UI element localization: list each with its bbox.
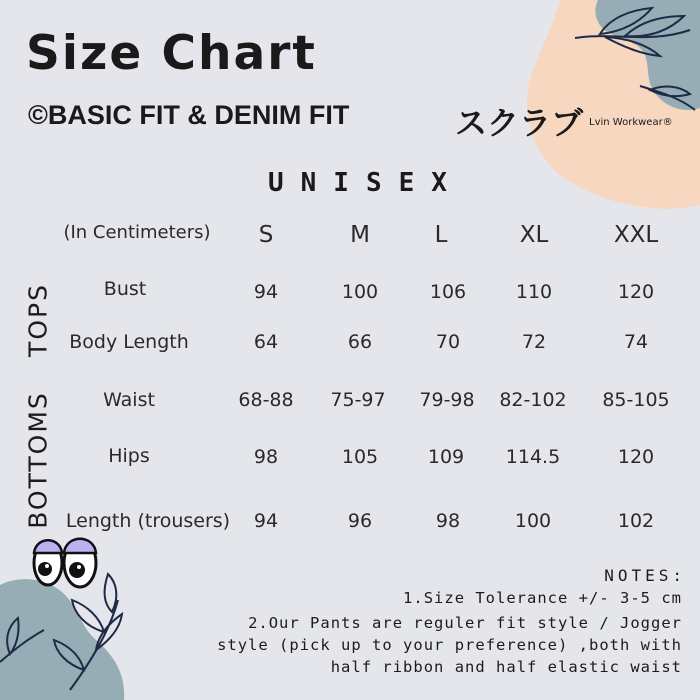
table-heading: UNISEX — [268, 168, 464, 198]
table-cell: 82-102 — [499, 389, 567, 411]
table-cell: 98 — [253, 446, 279, 468]
unit-label: (In Centimeters) — [63, 222, 211, 243]
table-cell: 120 — [617, 281, 655, 303]
table-cell: 110 — [515, 281, 553, 303]
note-item: 1.Size Tolerance +/- 3-5 cm — [403, 589, 682, 607]
table-cell: 94 — [253, 281, 279, 303]
notes-title: NOTES: — [604, 566, 686, 585]
note-item: 2.Our Pants are reguler fit style / Jogger style (pick up to your preference) ,both with half ribbon and half elastic waist — [217, 614, 682, 676]
table-cell: 106 — [429, 281, 467, 303]
table-cell: 68-88 — [238, 389, 294, 411]
size-header-xxl: XXL — [613, 222, 659, 248]
table-cell: 120 — [617, 446, 655, 468]
subtitle: ©BASIC FIT & DENIM FIT — [28, 100, 350, 130]
table-cell: 85-105 — [602, 389, 670, 411]
table-cell: 75-97 — [330, 389, 386, 411]
table-cell: 109 — [427, 446, 465, 468]
table-cell: 70 — [435, 331, 461, 353]
row-label-length-trousers: Length (trousers) — [65, 510, 231, 532]
cartoon-eyes-icon — [34, 539, 96, 587]
page-title: Size Chart — [26, 26, 317, 81]
table-cell: 96 — [347, 510, 373, 532]
brand-japanese: スクラブ — [455, 104, 584, 142]
row-label-body-length: Body Length — [69, 331, 189, 353]
size-header-xl: XL — [519, 222, 549, 248]
size-header-s: S — [258, 222, 274, 248]
row-label-waist: Waist — [103, 389, 155, 411]
table-cell: 105 — [341, 446, 379, 468]
table-cell: 102 — [617, 510, 655, 532]
section-label-bottoms: BOTTOMS — [23, 391, 53, 529]
size-header-l: L — [434, 222, 448, 248]
table-cell: 94 — [253, 510, 279, 532]
table-cell: 114.5 — [505, 446, 561, 468]
table-cell: 100 — [341, 281, 379, 303]
row-label-bust: Bust — [103, 278, 147, 300]
table-cell: 66 — [347, 331, 373, 353]
table-cell: 74 — [623, 331, 649, 353]
size-header-m: M — [350, 222, 370, 248]
table-cell: 64 — [253, 331, 279, 353]
brand-name: Lvin Workwear® — [589, 117, 673, 128]
row-label-hips: Hips — [108, 445, 150, 467]
table-cell: 72 — [521, 331, 547, 353]
table-cell: 100 — [514, 510, 552, 532]
table-cell: 79-98 — [419, 389, 475, 411]
table-cell: 98 — [435, 510, 461, 532]
section-label-tops: TOPS — [23, 283, 53, 357]
